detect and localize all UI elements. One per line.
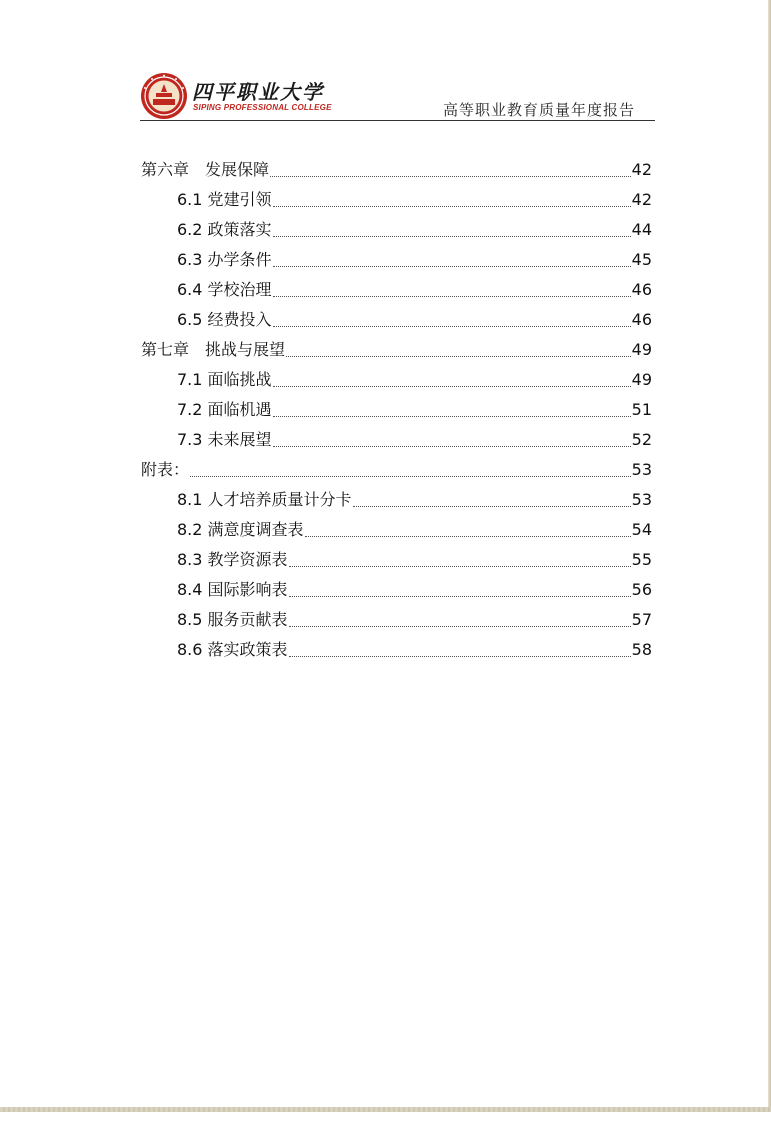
toc-entry-page-number: 52 <box>631 430 652 449</box>
toc-dot-leader <box>273 414 631 417</box>
college-seal-logo <box>140 72 188 120</box>
toc-entry-page-number: 45 <box>631 250 652 269</box>
page-header <box>140 68 655 123</box>
toc-entry-page-number: 46 <box>631 310 652 329</box>
toc-dot-leader <box>190 474 631 477</box>
toc-entry-page-number: 57 <box>631 610 652 629</box>
toc-dot-leader <box>289 624 631 627</box>
toc-entry-label: 8.5 服务贡献表 <box>177 610 288 629</box>
table-of-contents <box>141 155 652 665</box>
toc-entry[interactable] <box>141 455 652 485</box>
toc-entry-page-number: 51 <box>631 400 652 419</box>
toc-dot-leader <box>353 504 631 507</box>
toc-entry-page-number: 42 <box>631 160 652 179</box>
toc-entry[interactable] <box>141 275 652 305</box>
toc-dot-leader <box>273 234 631 237</box>
toc-entry-label: 6.1 党建引领 <box>177 190 272 209</box>
toc-entry-page-number: 58 <box>631 640 652 659</box>
toc-entry-page-number: 49 <box>631 370 652 389</box>
toc-dot-leader <box>273 384 631 387</box>
toc-entry-label: 7.1 面临挑战 <box>177 370 272 389</box>
toc-entry-label: 7.3 未来展望 <box>177 430 272 449</box>
toc-entry-page-number: 53 <box>631 460 652 479</box>
college-name-cn: 四平职业大学 <box>192 80 324 104</box>
toc-entry-page-number: 53 <box>631 490 652 509</box>
toc-entry-label: 8.3 教学资源表 <box>177 550 288 569</box>
toc-entry[interactable] <box>141 485 652 515</box>
toc-entry[interactable] <box>141 515 652 545</box>
toc-entry[interactable] <box>141 635 652 665</box>
toc-entry[interactable] <box>141 425 652 455</box>
toc-entry[interactable] <box>141 305 652 335</box>
toc-entry-label: 附表： <box>141 460 190 479</box>
toc-entry-page-number: 56 <box>631 580 652 599</box>
toc-entry-label: 6.5 经费投入 <box>177 310 272 329</box>
toc-entry-label: 6.2 政策落实 <box>177 220 272 239</box>
toc-entry[interactable] <box>141 545 652 575</box>
toc-entry-label: 6.4 学校治理 <box>177 280 272 299</box>
toc-entry-page-number: 54 <box>631 520 652 539</box>
toc-dot-leader <box>273 294 631 297</box>
toc-dot-leader <box>289 654 631 657</box>
toc-entry-label: 第六章 发展保障 <box>141 160 270 179</box>
toc-entry-label: 6.3 办学条件 <box>177 250 272 269</box>
toc-entry[interactable] <box>141 155 652 185</box>
toc-entry-label: 7.2 面临机遇 <box>177 400 272 419</box>
toc-entry-label: 8.1 人才培养质量计分卡 <box>177 490 352 509</box>
toc-entry[interactable] <box>141 245 652 275</box>
toc-entry-label: 8.6 落实政策表 <box>177 640 288 659</box>
toc-entry[interactable] <box>141 605 652 635</box>
toc-dot-leader <box>289 594 631 597</box>
toc-entry-page-number: 42 <box>631 190 652 209</box>
toc-dot-leader <box>289 564 631 567</box>
toc-entry[interactable] <box>141 575 652 605</box>
toc-entry[interactable] <box>141 335 652 365</box>
toc-entry-label: 8.4 国际影响表 <box>177 580 288 599</box>
toc-dot-leader <box>286 354 631 357</box>
toc-dot-leader <box>273 264 631 267</box>
toc-entry[interactable] <box>141 395 652 425</box>
college-name-en: SIPING PROFESSIONAL COLLEGE <box>193 103 332 112</box>
toc-dot-leader <box>273 204 631 207</box>
toc-entry-page-number: 49 <box>631 340 652 359</box>
toc-entry-label: 第七章 挑战与展望 <box>141 340 286 359</box>
toc-dot-leader <box>273 324 631 327</box>
toc-entry-label: 8.2 满意度调查表 <box>177 520 304 539</box>
footer-margin <box>0 1112 771 1138</box>
report-title: 高等职业教育质量年度报告 <box>442 101 635 119</box>
toc-dot-leader <box>270 174 631 177</box>
toc-entry[interactable] <box>141 215 652 245</box>
toc-dot-leader <box>273 444 631 447</box>
toc-dot-leader <box>305 534 631 537</box>
toc-entry-page-number: 44 <box>631 220 652 239</box>
toc-entry-page-number: 55 <box>631 550 652 569</box>
header-rule <box>140 120 655 121</box>
toc-entry-page-number: 46 <box>631 280 652 299</box>
toc-entry[interactable] <box>141 185 652 215</box>
toc-entry[interactable] <box>141 365 652 395</box>
